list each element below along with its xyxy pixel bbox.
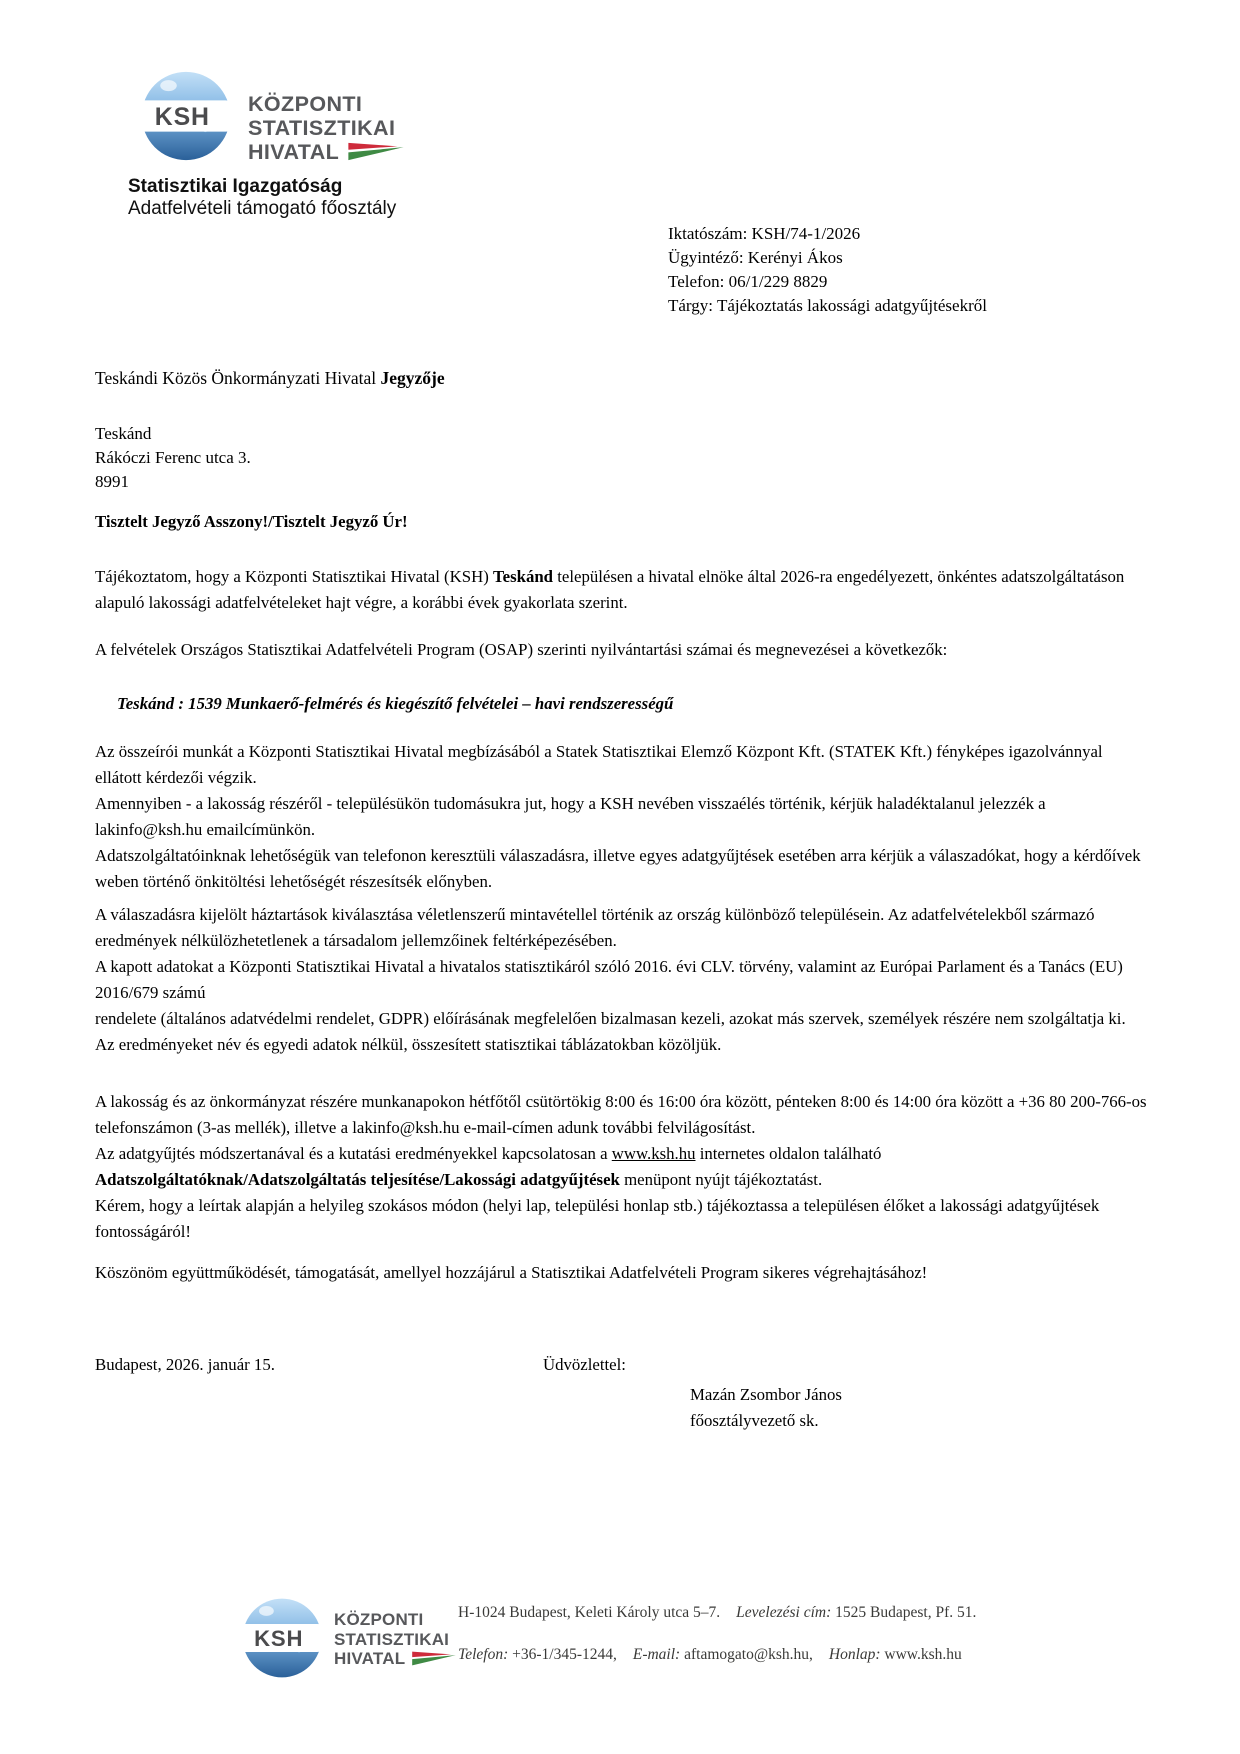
division-name: Statisztikai Igazgatóság [128, 176, 343, 197]
recipient-title-role: Jegyzője [380, 368, 445, 388]
paragraph-line: Az összeírói munkát a Központi Statisztikai Hivatal megbízásából a Statek Statisztikai Elemző Központ Kft. (STATEK Kft.) fényképes igazolvánnyal ellátott kérdezői végzik. [95, 742, 1103, 787]
wordmark-line-3: HIVATAL [248, 140, 404, 164]
address-zip: 8991 [95, 472, 129, 491]
salutation: Tisztelt Jegyző Asszony!/Tisztelt Jegyző Úr! [95, 512, 408, 531]
paragraph-line: A lakosság és az önkormányzat részére munkanapokon hétfőtől csütörtökig 8:00 és 16:00 óra között, pénteken 8:00 és 14:00 óra között a +36 80 200-766-os telefonszámon (3-as mellék), illetve a lakinfo@ksh.hu e-mail-címen adunk további felvilágosítást. [95, 1092, 1147, 1137]
date-line: Budapest, 2026. január 15. [95, 1355, 275, 1374]
signer-title: főosztályvezető sk. [690, 1411, 819, 1430]
ksh-acronym-footer: KSH [254, 1626, 304, 1652]
paragraph-line: Amennyiben - a lakosság részéről - településükön tudomásukra jut, hogy a KSH nevében visszaélés történik, kérjük haladéktalanul jelezzék a lakinfo@ksh.hu emailcímünkön. [95, 794, 1046, 839]
ksh-website-link[interactable]: www.ksh.hu [611, 1144, 696, 1163]
menu-path: Adatszolgáltatóknak/Adatszolgáltatás teljesítése/Lakossági adatgyűjtések [95, 1170, 620, 1189]
paragraph-line: Adatszolgáltatóinknak lehetőségük van telefonon keresztüli válaszadásra, illetve egyes adatgyűjtések esetében arra kérjük a válaszadókat, hogy a kérdőívek weben történő önkitöltési lehetőségét részesítsék előnyben. [95, 846, 1141, 891]
meta-subject: Tárgy: Tájékoztatás lakossági adatgyűjtésekről [668, 296, 987, 315]
paragraph-line: A válaszadásra kijelölt háztartások kiválasztása véletlenszerű mintavétellel történik az ország különböző településein. Az adatfelvételekből származó eredmények nélkülözhetetlenek a társadalom jellemzőinek feltérképezésében. [95, 905, 1095, 950]
footer-email-value: aftamogato@ksh.hu, [680, 1646, 813, 1663]
recipient-address [95, 422, 251, 494]
hungarian-flag-icon [348, 142, 404, 161]
meta-case-officer: Ügyintéző: Kerényi Ákos [668, 248, 843, 267]
address-city: Teskánd [95, 424, 152, 443]
paragraph-osap-intro: A felvételek Országos Statisztikai Adatfelvételi Program (OSAP) szerinti nyilvántartási számai és megnevezései a következők: [95, 640, 948, 659]
footer-phone-label: Telefon: [458, 1646, 509, 1663]
paragraph-line: rendelete (általános adatvédelmi rendelet, GDPR) előírásának megfelelően bizalmasan kezeli, azokat más szervek, személyek részére nem szolgáltatja ki. [95, 1009, 1126, 1028]
footer-address-line [458, 1604, 976, 1622]
osap-survey-line: Teskánd : 1539 Munkaerő-felmérés és kiegészítő felvételei – havi rendszerességű [117, 694, 674, 713]
signature-block [690, 1382, 842, 1434]
wordmark-line-1: KÖZPONTI [248, 92, 363, 116]
paragraph-line: Az eredményeket név és egyedi adatok nélkül, összesített statisztikai táblázatokban közöljük. [95, 1035, 722, 1054]
paragraph-thanks: Köszönöm együttműködését, támogatását, amellyel hozzájárul a Statisztikai Adatfelvételi Program sikeres végrehajtásához! [95, 1263, 928, 1282]
signer-name: Mazán Zsombor János [690, 1385, 842, 1404]
footer-web-label: Honlap: [828, 1646, 881, 1663]
paragraph-line: Kérem, hogy a leírtak alapján a helyileg szokásos módon (helyi lap, települési honlap stb.) tájékoztassa a településen élőket a lakossági adatgyűjtések fontosságáról! [95, 1196, 1100, 1241]
meta-block [668, 222, 987, 318]
paragraph-line: Az adatgyűjtés módszertanával és a kutatási eredményekkel kapcsolatosan a www.ksh.hu internetes oldalon található Adatszolgáltatóknak/Adatszolgáltatás teljesítése/Lakossági adatgyűjtések menüpont nyújt tájékoztatást. [95, 1144, 882, 1189]
ksh-globe-icon-footer [241, 1597, 323, 1679]
meta-phone: Telefon: 06/1/229 8829 [668, 272, 828, 291]
ksh-acronym: KSH [154, 104, 210, 132]
paragraph-contact-info [95, 1089, 1151, 1245]
recipient-title: Teskándi Közös Önkormányzati Hivatal Jegyzője [95, 368, 445, 388]
footer-contact-line [458, 1646, 962, 1664]
wordmark-line-2: STATISZTIKAI [334, 1629, 450, 1649]
meta-registration-number: Iktatószám: KSH/74-1/2026 [668, 224, 861, 243]
division-block [128, 176, 396, 220]
paragraph-intro: Tájékoztatom, hogy a Központi Statisztikai Hivatal (KSH) Teskánd településen a hivatal elnöke által 2026-ra engedélyezett, önkéntes adatszolgáltatáson alapuló lakossági adatfelvételeket hajt végre, a korábbi évek gyakorlata szerint. [95, 567, 1125, 612]
paragraph-line: A kapott adatokat a Központi Statisztikai Hivatal a hivatalos statisztikáról szóló 2016. évi CLV. törvény, valamint az Európai Parlament és a Tanács (EU) 2016/679 számú [95, 957, 1123, 1002]
ksh-wordmark [248, 92, 404, 164]
footer-web-value: www.ksh.hu [880, 1646, 962, 1663]
footer-mail-label: Levelezési cím: [736, 1604, 832, 1621]
footer-street-address: H-1024 Budapest, Keleti Károly utca 5–7. [458, 1604, 721, 1621]
wordmark-line-2: STATISZTIKAI [248, 116, 396, 140]
hungarian-flag-icon-footer [412, 1651, 456, 1666]
ksh-wordmark-footer [334, 1610, 456, 1669]
ksh-globe-icon [140, 70, 232, 162]
paragraph-data-protection [95, 902, 1151, 1058]
wordmark-line-1: KÖZPONTI [334, 1610, 424, 1629]
footer-email-label: E-mail: [632, 1646, 681, 1663]
department-name: Adatfelvételi támogató főosztály [128, 198, 397, 219]
footer-phone-value: +36-1/345-1244, [508, 1646, 617, 1663]
paragraph-interviewers [95, 739, 1151, 895]
settlement-name: Teskánd [493, 567, 554, 586]
address-street: Rákóczi Ferenc utca 3. [95, 448, 251, 467]
wordmark-line-3: HIVATAL [334, 1649, 456, 1669]
footer-mail-value: 1525 Budapest, Pf. 51. [831, 1604, 977, 1621]
closing-regards: Üdvözlettel: [543, 1355, 626, 1374]
